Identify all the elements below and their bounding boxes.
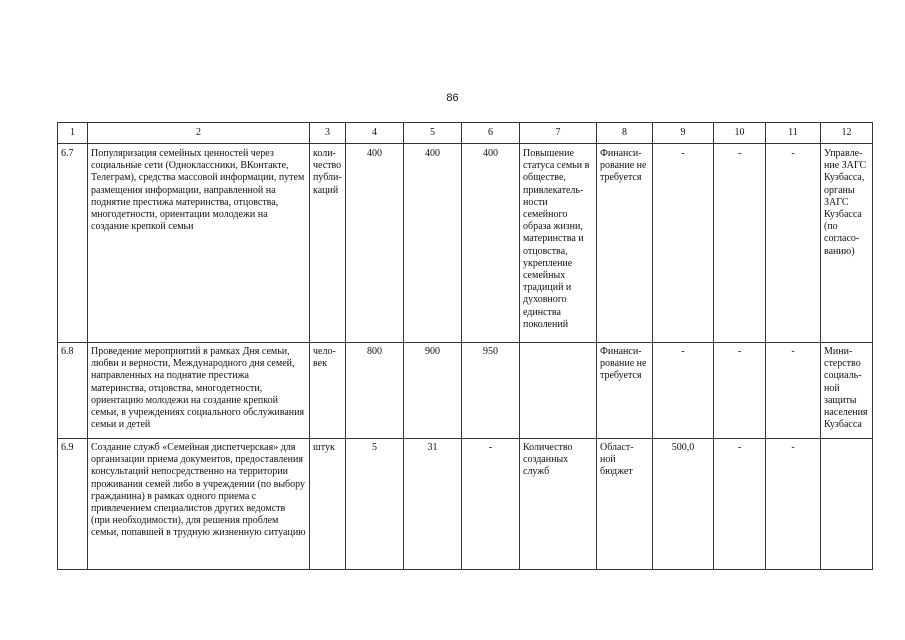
measures-table (57, 122, 873, 570)
executor-cell: Мини-стерство социаль-ной защиты населения Кузбасса (821, 343, 873, 439)
table-row (58, 343, 873, 439)
value-col11: - (766, 343, 821, 439)
unit-cell: чело-век (310, 343, 346, 439)
value-col6: - (462, 439, 520, 570)
item-number: 6.7 (58, 144, 88, 343)
header-cell: 2 (88, 123, 310, 144)
value-col4: 800 (346, 343, 404, 439)
item-name: Создание служб «Семейная диспетчерская» для организации приема документов, предоставления консультаций непосредственно на территории проживания семей либо в учреждении (по выбору гражданина) в рамках одного приема с привлечением специалистов других ведомств (при необходимости), для решения проблем семьи, попавшей в трудную жизненную ситуацию (88, 439, 310, 570)
unit-cell: коли-чество публи-каций (310, 144, 346, 343)
value-col11: - (766, 144, 821, 343)
item-name: Популяризация семейных ценностей через социальные сети (Одноклассники, ВКонтакте, Телеграм), средства массовой информации, путем размещения информации, направленной на поднятие престижа материнства, отцовства, многодетности, ориентации молодежи на создание крепкой семьи (88, 144, 310, 343)
value-col4: 5 (346, 439, 404, 570)
financing-cell: Финанси-рование не требуется (597, 343, 653, 439)
value-col5: 400 (404, 144, 462, 343)
item-number: 6.8 (58, 343, 88, 439)
value-col9: - (653, 144, 714, 343)
header-cell: 8 (597, 123, 653, 144)
value-col9: 500,0 (653, 439, 714, 570)
value-col5: 900 (404, 343, 462, 439)
item-name: Проведение мероприятий в рамках Дня семьи, любви и верности, Международного дня семей, направленных на поднятие престижа материнства, отцовства, многодетности, ориентацию молодежи на создание крепкой семьи, в учреждениях социального обслуживания семьи и детей (88, 343, 310, 439)
header-cell: 12 (821, 123, 873, 144)
header-cell: 1 (58, 123, 88, 144)
result-cell: Повышение статуса семьи в обществе, привлекатель-ности семейного образа жизни, материнства и отцовства, укрепление семейных традиций и духовного единства поколений (520, 144, 597, 343)
header-cell: 3 (310, 123, 346, 144)
header-cell: 5 (404, 123, 462, 144)
item-number: 6.9 (58, 439, 88, 570)
table-row (58, 439, 873, 570)
value-col4: 400 (346, 144, 404, 343)
value-col9: - (653, 343, 714, 439)
value-col11: - (766, 439, 821, 570)
unit-cell: штук (310, 439, 346, 570)
financing-cell: Област-ной бюджет (597, 439, 653, 570)
executor-cell: Управле-ние ЗАГС Кузбасса, органы ЗАГС Кузбасса (по согласо-ванию) (821, 144, 873, 343)
value-col10: - (714, 439, 766, 570)
table-row (58, 144, 873, 343)
header-cell: 7 (520, 123, 597, 144)
header-row (58, 123, 873, 144)
header-cell: 11 (766, 123, 821, 144)
value-col5: 31 (404, 439, 462, 570)
header-cell: 9 (653, 123, 714, 144)
header-cell: 4 (346, 123, 404, 144)
value-col10: - (714, 144, 766, 343)
result-cell: Количество созданных служб (520, 439, 597, 570)
result-cell (520, 343, 597, 439)
value-col6: 400 (462, 144, 520, 343)
page-number: 86 (446, 92, 459, 104)
financing-cell: Финанси-рование не требуется (597, 144, 653, 343)
header-cell: 6 (462, 123, 520, 144)
executor-cell (821, 439, 873, 570)
header-cell: 10 (714, 123, 766, 144)
value-col6: 950 (462, 343, 520, 439)
value-col10: - (714, 343, 766, 439)
